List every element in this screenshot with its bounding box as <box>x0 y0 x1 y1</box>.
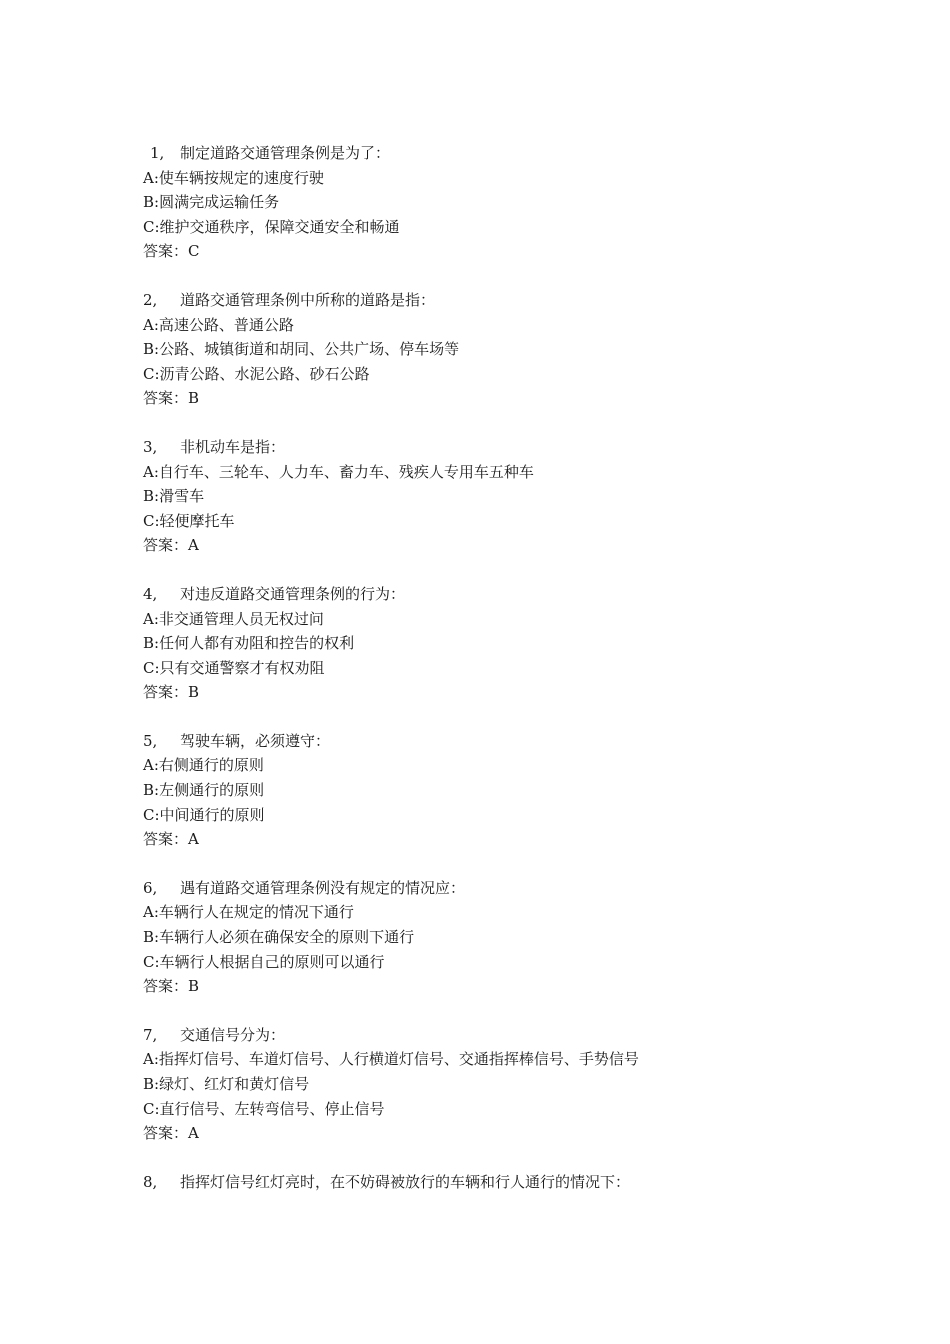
option-b: B:任何人都有劝阻和控告的权利 <box>143 634 355 653</box>
question-5 <box>143 729 903 852</box>
question-6 <box>143 876 903 999</box>
question-4 <box>143 582 903 705</box>
option-c: C:中间通行的原则 <box>143 805 265 824</box>
question-stem <box>143 1023 903 1048</box>
option-b: B:公路、城镇街道和胡同、公共广场、停车场等 <box>143 340 460 359</box>
answer: 答案：B <box>143 977 200 996</box>
answer: 答案：B <box>143 683 200 702</box>
question-text: 道路交通管理条例中所称的道路是指： <box>180 290 436 309</box>
answer: 答案：C <box>143 242 200 261</box>
question-list <box>143 141 903 1218</box>
question-number: 3, <box>143 437 158 456</box>
question-number: 5, <box>143 731 158 750</box>
question-stem <box>143 288 903 313</box>
question-text: 非机动车是指： <box>180 437 286 456</box>
question-number: 7, <box>143 1025 158 1044</box>
option-a: A:自行车、三轮车、人力车、畜力车、残疾人专用车五种车 <box>143 462 534 481</box>
answer: 答案：B <box>143 389 200 408</box>
option-b: B:左侧通行的原则 <box>143 781 265 800</box>
question-text: 遇有道路交通管理条例没有规定的情况应： <box>180 878 466 897</box>
question-number: 2, <box>143 290 158 309</box>
question-3 <box>143 435 903 558</box>
question-stem <box>143 729 903 754</box>
option-c: C:只有交通警察才有权劝阻 <box>143 658 325 677</box>
question-number: 8, <box>143 1172 158 1191</box>
question-stem <box>143 141 903 166</box>
option-c: C:沥青公路、水泥公路、砂石公路 <box>143 364 370 383</box>
question-text: 对违反道路交通管理条例的行为： <box>180 584 406 603</box>
option-a: A:指挥灯信号、车道灯信号、人行横道灯信号、交通指挥棒信号、手势信号 <box>143 1050 639 1069</box>
answer: 答案：A <box>143 830 199 849</box>
option-b: B:圆满完成运输任务 <box>143 193 280 212</box>
option-a: A:非交通管理人员无权过问 <box>143 609 324 628</box>
option-c: C:维护交通秩序，保障交通安全和畅通 <box>143 217 400 236</box>
option-c: C:直行信号、左转弯信号、停止信号 <box>143 1099 385 1118</box>
question-stem <box>143 435 903 460</box>
question-7 <box>143 1023 903 1146</box>
answer: 答案：A <box>143 536 199 555</box>
option-a: A:使车辆按规定的速度行驶 <box>143 168 324 187</box>
option-b: B:车辆行人必须在确保安全的原则下通行 <box>143 928 415 947</box>
answer: 答案：A <box>143 1124 199 1143</box>
question-text: 交通信号分为： <box>180 1025 286 1044</box>
question-stem <box>143 582 903 607</box>
question-stem <box>143 876 903 901</box>
question-2 <box>143 288 903 411</box>
question-text: 指挥灯信号红灯亮时，在不妨碍被放行的车辆和行人通行的情况下： <box>180 1172 631 1191</box>
option-a: A:车辆行人在规定的情况下通行 <box>143 903 354 922</box>
option-b: B:滑雪车 <box>143 487 205 506</box>
option-c: C:车辆行人根据自己的原则可以通行 <box>143 952 385 971</box>
option-b: B:绿灯、红灯和黄灯信号 <box>143 1075 310 1093</box>
question-text: 驾驶车辆，必须遵守： <box>180 731 331 750</box>
option-a: A:右侧通行的原则 <box>143 756 264 775</box>
question-number: 4, <box>143 584 158 603</box>
question-number: 6, <box>143 878 158 897</box>
question-text: 制定道路交通管理条例是为了： <box>180 144 391 162</box>
option-c: C:轻便摩托车 <box>143 511 235 530</box>
question-stem <box>143 1170 903 1195</box>
option-a: A:高速公路、普通公路 <box>143 315 294 334</box>
question-1 <box>143 141 903 264</box>
question-number: 1, <box>150 144 165 162</box>
question-8 <box>143 1170 903 1195</box>
